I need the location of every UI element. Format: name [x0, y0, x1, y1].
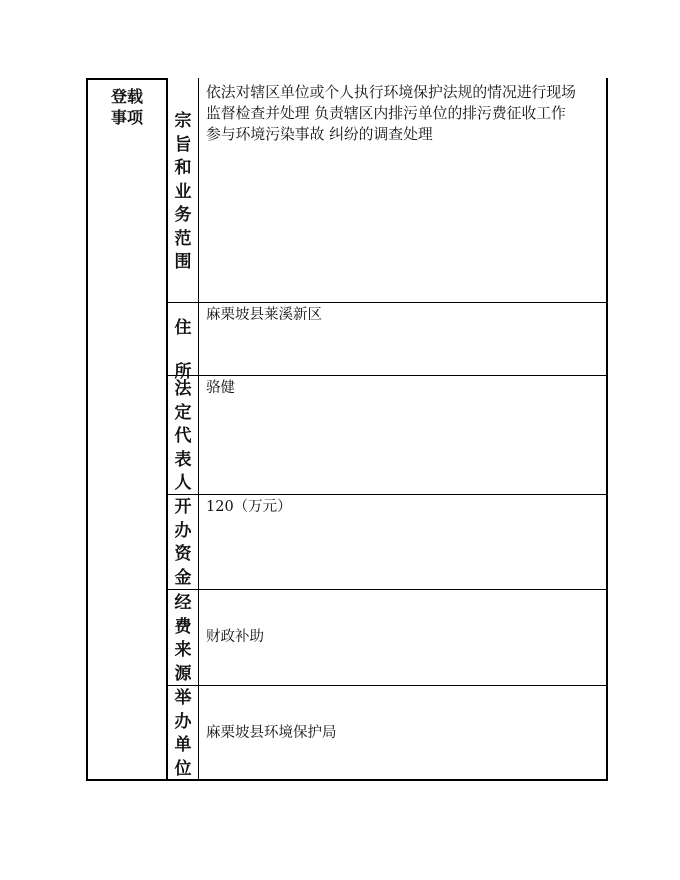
- category-line: 登载: [110, 87, 143, 106]
- label-char: 务: [174, 205, 192, 225]
- scope-value: [206, 82, 606, 145]
- border: [86, 779, 608, 781]
- border: [606, 78, 608, 781]
- label-char: 所: [174, 362, 192, 382]
- label-sponsor: [167, 687, 199, 781]
- scope-line: 参与环境污染事故 纠纷的调查处理: [206, 126, 433, 143]
- label-char: 单: [174, 735, 192, 755]
- capital-value: 120（万元）: [206, 499, 292, 515]
- row-divider: [167, 375, 607, 376]
- label-funding-source: [167, 592, 199, 686]
- scope-line: 依法对辖区单位或个人执行环境保护法规的情况进行现场: [206, 84, 576, 101]
- label-char: 业: [174, 181, 192, 202]
- label-char: 围: [174, 252, 192, 272]
- label-char: 资: [174, 544, 192, 564]
- label-char: 办: [174, 711, 192, 732]
- sponsor-value: 麻栗坡县环境保护局: [206, 725, 337, 741]
- row-divider: [167, 494, 607, 495]
- funding-source-value: 财政补助: [206, 629, 264, 645]
- category-label: [90, 86, 164, 128]
- border: [86, 78, 88, 781]
- label-char: 办: [174, 520, 192, 541]
- category-line: 事项: [110, 108, 143, 127]
- label-char: 举: [174, 688, 192, 708]
- label-char: 范: [174, 228, 192, 249]
- label-char: 表: [174, 449, 192, 470]
- row-divider: [167, 302, 607, 303]
- label-char: 开: [174, 497, 192, 517]
- label-capital: [167, 496, 199, 590]
- label-char: 源: [174, 663, 192, 684]
- label-char: 住: [174, 318, 192, 338]
- label-char: 宗: [174, 111, 192, 131]
- label-char: 法: [174, 379, 192, 399]
- legal-rep-value: 骆健: [206, 380, 235, 396]
- label-char: 人: [174, 473, 192, 493]
- label-char: 金: [174, 567, 192, 588]
- label-char: 费: [174, 616, 192, 637]
- scope-line: 监督检查并处理 负责辖区内排污单位的排污费征收工作: [206, 105, 566, 122]
- label-char: 旨: [174, 134, 192, 155]
- label-scope: [167, 110, 199, 275]
- row-divider: [167, 589, 607, 590]
- label-char: 来: [174, 640, 192, 660]
- address-value: 麻栗坡县莱溪新区: [206, 307, 322, 323]
- border: [86, 78, 168, 80]
- label-char: 和: [174, 158, 192, 178]
- label-legal-rep: [167, 378, 199, 496]
- row-divider: [167, 685, 607, 686]
- label-char: 定: [174, 402, 192, 423]
- label-char: 代: [174, 426, 192, 446]
- label-char: 位: [174, 758, 192, 779]
- label-char: 经: [174, 593, 192, 613]
